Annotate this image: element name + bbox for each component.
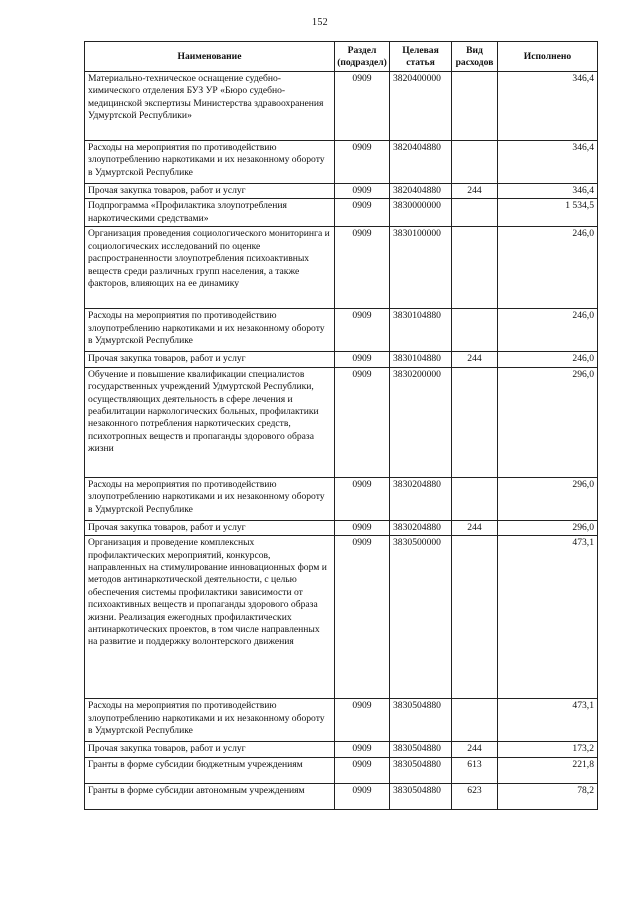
- table-row: [85, 783, 598, 809]
- cell-type: [452, 477, 498, 520]
- cell-section: 0909: [335, 141, 390, 184]
- table-body: [85, 72, 598, 810]
- cell-target: 3830504880: [390, 699, 452, 742]
- cell-done: 173,2: [498, 742, 598, 757]
- cell-section: 0909: [335, 536, 390, 699]
- cell-done: 296,0: [498, 520, 598, 535]
- cell-section: 0909: [335, 309, 390, 352]
- cell-name: Прочая закупка товаров, работ и услуг: [85, 520, 335, 535]
- cell-done: 296,0: [498, 477, 598, 520]
- cell-section: 0909: [335, 227, 390, 309]
- table-row: [85, 199, 598, 227]
- cell-done: 1 534,5: [498, 199, 598, 227]
- cell-done: 221,8: [498, 757, 598, 783]
- cell-target: 3830204880: [390, 520, 452, 535]
- cell-section: 0909: [335, 199, 390, 227]
- table-row: [85, 757, 598, 783]
- table-row: [85, 72, 598, 141]
- cell-name: Гранты в форме субсидии бюджетным учреждениям: [85, 757, 335, 783]
- cell-target: 3830204880: [390, 477, 452, 520]
- cell-section: 0909: [335, 352, 390, 367]
- cell-done: 346,4: [498, 72, 598, 141]
- cell-section: 0909: [335, 742, 390, 757]
- header-section: Раздел (подраздел): [335, 42, 390, 72]
- cell-done: 346,4: [498, 141, 598, 184]
- cell-type: 244: [452, 742, 498, 757]
- cell-target: 3830500000: [390, 536, 452, 699]
- cell-target: 3820400000: [390, 72, 452, 141]
- cell-name: Материально-техническое оснащение судебно-химического отделения БУЗ УР «Бюро судебно-медицинской экспертизы Министерства здравоохранения Удмуртской Республики»: [85, 72, 335, 141]
- header-target: Целевая статья: [390, 42, 452, 72]
- cell-type: [452, 227, 498, 309]
- cell-target: 3830100000: [390, 227, 452, 309]
- cell-section: 0909: [335, 477, 390, 520]
- cell-target: 3830104880: [390, 309, 452, 352]
- cell-done: 246,0: [498, 227, 598, 309]
- cell-name: Расходы на мероприятия по противодействию злоупотреблению наркотиками и их незаконному обороту в Удмуртской Республике: [85, 477, 335, 520]
- page-number: 152: [312, 17, 328, 28]
- cell-done: 473,1: [498, 536, 598, 699]
- cell-name: Расходы на мероприятия по противодействию злоупотреблению наркотиками и их незаконному обороту в Удмуртской Республике: [85, 141, 335, 184]
- cell-done: 346,4: [498, 184, 598, 199]
- cell-section: 0909: [335, 783, 390, 809]
- cell-section: 0909: [335, 72, 390, 141]
- cell-target: 3830504880: [390, 783, 452, 809]
- cell-done: 78,2: [498, 783, 598, 809]
- cell-done: 246,0: [498, 352, 598, 367]
- cell-target: 3820404880: [390, 141, 452, 184]
- table-row: [85, 699, 598, 742]
- table-row: [85, 742, 598, 757]
- cell-section: 0909: [335, 520, 390, 535]
- cell-type: [452, 536, 498, 699]
- cell-name: Организация проведения социологического мониторинга и социологических исследований по оценке распространенности злоупотребления психоактивных веществ среди различных групп населения, а также факторов, влияющих на ее динамику: [85, 227, 335, 309]
- table-row: [85, 520, 598, 535]
- header-type: Вид расходов: [452, 42, 498, 72]
- cell-target: 3830104880: [390, 352, 452, 367]
- table-row: [85, 367, 598, 477]
- cell-target: 3830000000: [390, 199, 452, 227]
- table-row: [85, 352, 598, 367]
- cell-target: 3830200000: [390, 367, 452, 477]
- cell-name: Гранты в форме субсидии автономным учреждениям: [85, 783, 335, 809]
- cell-section: 0909: [335, 699, 390, 742]
- table-row: [85, 477, 598, 520]
- cell-type: [452, 72, 498, 141]
- table-row: [85, 536, 598, 699]
- cell-name: Прочая закупка товаров, работ и услуг: [85, 352, 335, 367]
- cell-type: [452, 199, 498, 227]
- cell-done: 473,1: [498, 699, 598, 742]
- cell-target: 3820404880: [390, 184, 452, 199]
- table-row: [85, 227, 598, 309]
- cell-type: 244: [452, 352, 498, 367]
- header-done: Исполнено: [498, 42, 598, 72]
- cell-type: 244: [452, 184, 498, 199]
- cell-name: Организация и проведение комплексных профилактических мероприятий, конкурсов, направленных на стимулирование инновационных форм и методов антинаркотической деятельности, с целью обеспечения системы профилактики зависимости от психоактивных веществ и пропаганды здорового образа жизни. Реализация ежегодных профилактических антинаркотических проектов, в том числе направленных на развитие и поддержку волонтерского движения: [85, 536, 335, 699]
- table-row: [85, 309, 598, 352]
- cell-section: 0909: [335, 367, 390, 477]
- header-name: Наименование: [85, 42, 335, 72]
- cell-target: 3830504880: [390, 757, 452, 783]
- cell-name: Прочая закупка товаров, работ и услуг: [85, 742, 335, 757]
- cell-name: Расходы на мероприятия по противодействию злоупотреблению наркотиками и их незаконному обороту в Удмуртской Республике: [85, 699, 335, 742]
- cell-type: [452, 367, 498, 477]
- cell-done: 296,0: [498, 367, 598, 477]
- cell-name: Подпрограмма «Профилактика злоупотребления наркотическими средствами»: [85, 199, 335, 227]
- cell-type: [452, 141, 498, 184]
- table-header: [85, 42, 598, 72]
- cell-name: Расходы на мероприятия по противодействию злоупотреблению наркотиками и их незаконному обороту в Удмуртской Республике: [85, 309, 335, 352]
- cell-type: [452, 309, 498, 352]
- cell-type: 623: [452, 783, 498, 809]
- cell-target: 3830504880: [390, 742, 452, 757]
- cell-done: 246,0: [498, 309, 598, 352]
- table-row: [85, 141, 598, 184]
- table-row: [85, 184, 598, 199]
- cell-name: Прочая закупка товаров, работ и услуг: [85, 184, 335, 199]
- cell-name: Обучение и повышение квалификации специалистов государственных учреждений Удмуртской Республики, осуществляющих деятельность в сфере лечения и реабилитации наркологических больных, профилактики незаконного потребления наркотических средств, психотропных веществ и пропаганды здорового образа жизни: [85, 367, 335, 477]
- cell-type: 613: [452, 757, 498, 783]
- cell-type: [452, 699, 498, 742]
- cell-section: 0909: [335, 757, 390, 783]
- cell-section: 0909: [335, 184, 390, 199]
- budget-execution-table: [84, 41, 598, 810]
- cell-type: 244: [452, 520, 498, 535]
